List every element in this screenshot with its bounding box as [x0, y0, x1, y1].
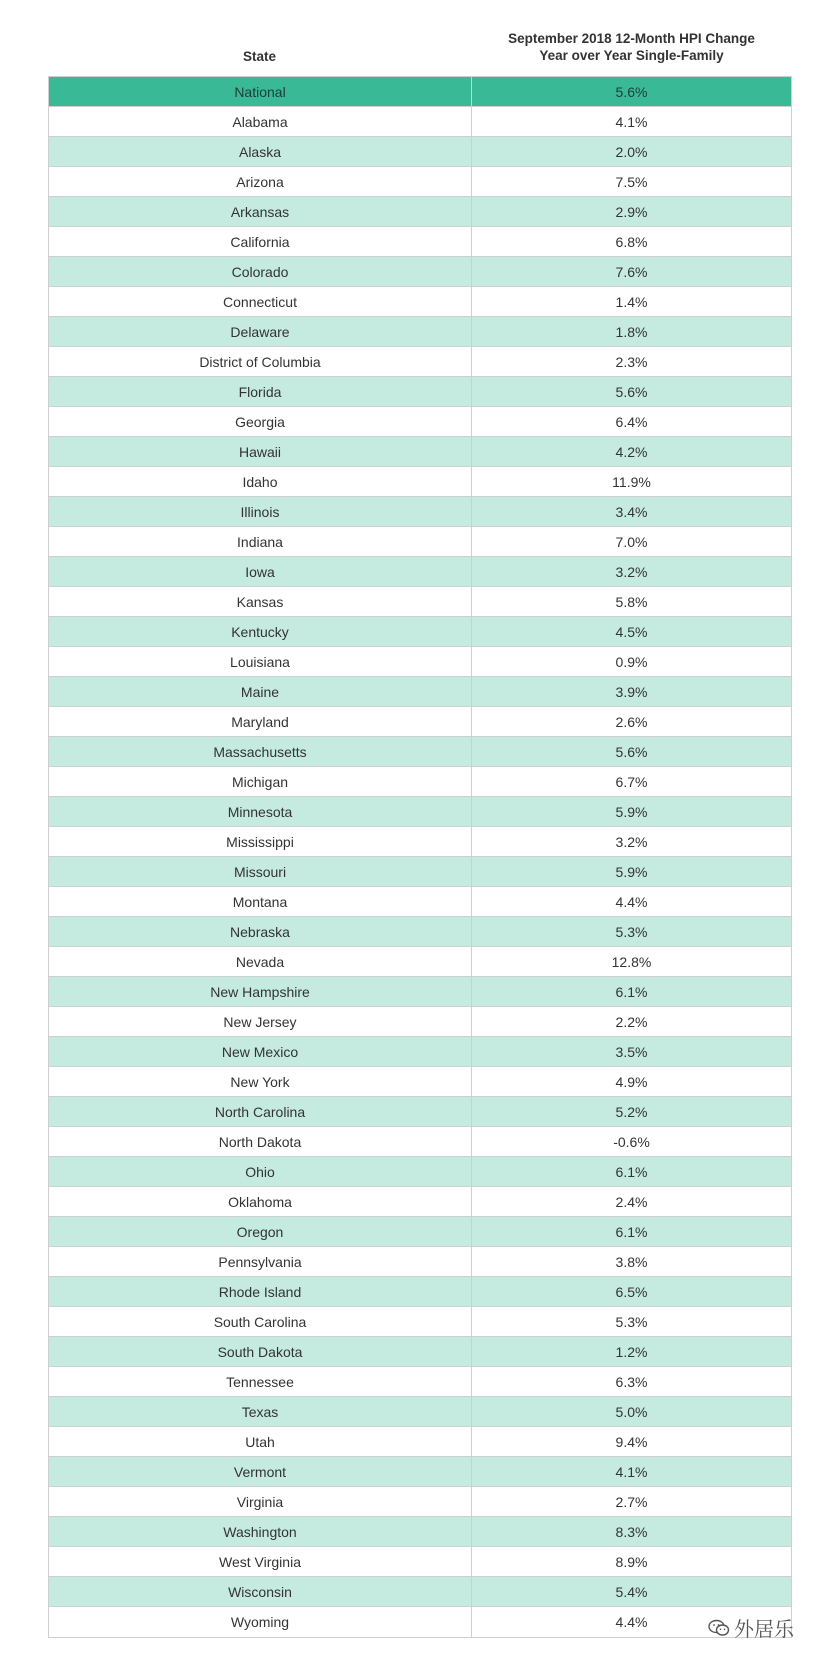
hpi-table	[48, 76, 792, 1638]
table-row	[49, 1067, 791, 1097]
hpi-value-cell: 5.3%	[615, 1313, 648, 1330]
hpi-value-cell: 3.5%	[615, 1043, 648, 1060]
state-cell: California	[49, 227, 472, 256]
state-cell: Pennsylvania	[49, 1247, 472, 1276]
table-row	[49, 1277, 791, 1307]
hpi-value-cell: 4.1%	[615, 113, 648, 130]
column-header-hpi-change-line2: Year over Year Single-Family	[539, 48, 724, 63]
state-cell: Ohio	[49, 1157, 472, 1186]
state-cell: Michigan	[49, 767, 472, 796]
table-row	[49, 1217, 791, 1247]
hpi-value-cell: 6.3%	[615, 1373, 648, 1390]
table-row	[49, 1157, 791, 1187]
table-row	[49, 317, 791, 347]
state-cell: Maryland	[49, 707, 472, 736]
table-row	[49, 1037, 791, 1067]
state-cell: Wyoming	[49, 1607, 472, 1637]
table-row	[49, 1517, 791, 1547]
hpi-value-cell: 4.5%	[615, 623, 648, 640]
state-cell: New Jersey	[49, 1007, 472, 1036]
state-cell: Connecticut	[49, 287, 472, 316]
hpi-value-cell: 3.8%	[615, 1253, 648, 1270]
hpi-value-cell: 2.7%	[615, 1493, 648, 1510]
table-row	[49, 1457, 791, 1487]
state-cell: Indiana	[49, 527, 472, 556]
state-cell: Kansas	[49, 587, 472, 616]
state-cell: Nevada	[49, 947, 472, 976]
state-cell: Mississippi	[49, 827, 472, 856]
hpi-value-cell: 5.2%	[615, 1103, 648, 1120]
hpi-value-cell: 3.4%	[615, 503, 648, 520]
table-row	[49, 1367, 791, 1397]
hpi-value-cell: 5.6%	[615, 743, 648, 760]
table-row	[49, 527, 791, 557]
hpi-value-cell: 2.3%	[615, 353, 648, 370]
table-row	[49, 497, 791, 527]
table-row	[49, 767, 791, 797]
table-row	[49, 1127, 791, 1157]
state-cell: Rhode Island	[49, 1277, 472, 1306]
hpi-value-cell: 5.6%	[615, 83, 648, 100]
table-row	[49, 287, 791, 317]
hpi-value-cell: 4.4%	[615, 893, 648, 910]
state-cell: Virginia	[49, 1487, 472, 1516]
table-row	[49, 557, 791, 587]
hpi-value-cell: 6.7%	[615, 773, 648, 790]
hpi-value-cell: 3.2%	[615, 563, 648, 580]
hpi-value-cell: 5.3%	[615, 923, 648, 940]
hpi-value-cell: 5.6%	[615, 383, 648, 400]
state-cell: Massachusetts	[49, 737, 472, 766]
hpi-value-cell: 5.9%	[615, 803, 648, 820]
state-cell: Georgia	[49, 407, 472, 436]
hpi-value-cell: 1.8%	[615, 323, 648, 340]
table-row	[49, 257, 791, 287]
hpi-value-cell: 4.2%	[615, 443, 648, 460]
state-cell: New Mexico	[49, 1037, 472, 1066]
state-cell: Nebraska	[49, 917, 472, 946]
state-cell: Wisconsin	[49, 1577, 472, 1606]
watermark-text: 外居乐	[734, 1619, 794, 1641]
hpi-value-cell: 2.2%	[615, 1013, 648, 1030]
table-row	[49, 137, 791, 167]
hpi-value-cell: 2.9%	[615, 203, 648, 220]
hpi-value-cell: 5.8%	[615, 593, 648, 610]
hpi-value-cell: 6.1%	[615, 1163, 648, 1180]
table-row	[49, 1397, 791, 1427]
state-cell: Arkansas	[49, 197, 472, 226]
state-cell: New Hampshire	[49, 977, 472, 1006]
state-cell: Alabama	[49, 107, 472, 136]
table-row	[49, 797, 791, 827]
table-row	[49, 1007, 791, 1037]
state-cell: Oklahoma	[49, 1187, 472, 1216]
table-row	[49, 1187, 791, 1217]
table-row	[49, 1607, 791, 1637]
hpi-value-cell: 2.6%	[615, 713, 648, 730]
table-row	[49, 677, 791, 707]
state-cell: South Carolina	[49, 1307, 472, 1336]
state-cell: Florida	[49, 377, 472, 406]
hpi-value-cell: 1.4%	[615, 293, 648, 310]
column-header-hpi-change-line1: September 2018 12-Month HPI Change	[508, 31, 755, 46]
state-cell: Hawaii	[49, 437, 472, 466]
table-row	[49, 1487, 791, 1517]
table-row	[49, 437, 791, 467]
hpi-value-cell: -0.6%	[613, 1133, 650, 1150]
state-cell: Texas	[49, 1397, 472, 1426]
hpi-value-cell: 5.0%	[615, 1403, 648, 1420]
hpi-value-cell: 6.1%	[615, 983, 648, 1000]
table-row	[49, 977, 791, 1007]
watermark	[708, 1613, 794, 1642]
table-row	[49, 407, 791, 437]
hpi-value-cell: 4.1%	[615, 1463, 648, 1480]
hpi-value-cell: 1.2%	[615, 1343, 648, 1360]
state-cell: Utah	[49, 1427, 472, 1456]
table-row	[49, 107, 791, 137]
national-row	[49, 77, 791, 107]
hpi-value-cell: 2.0%	[615, 143, 648, 160]
hpi-value-cell: 8.3%	[615, 1523, 648, 1540]
state-cell: Kentucky	[49, 617, 472, 646]
hpi-value-cell: 3.9%	[615, 683, 648, 700]
table-row	[49, 197, 791, 227]
table-row	[49, 1577, 791, 1607]
hpi-value-cell: 2.4%	[615, 1193, 648, 1210]
table-row	[49, 617, 791, 647]
state-cell: Maine	[49, 677, 472, 706]
table-row	[49, 707, 791, 737]
hpi-value-cell: 12.8%	[611, 953, 652, 970]
state-cell: Washington	[49, 1517, 472, 1546]
hpi-value-cell: 4.9%	[615, 1073, 648, 1090]
state-cell: Missouri	[49, 857, 472, 886]
state-cell: District of Columbia	[49, 347, 472, 376]
column-header-hpi-change	[471, 30, 792, 64]
state-cell: Alaska	[49, 137, 472, 166]
hpi-value-cell: 6.8%	[615, 233, 648, 250]
table-row	[49, 587, 791, 617]
table-row	[49, 1307, 791, 1337]
hpi-value-cell: 6.1%	[615, 1223, 648, 1240]
table-row	[49, 887, 791, 917]
table-row	[49, 167, 791, 197]
state-cell: National	[49, 77, 472, 106]
hpi-value-cell: 11.9%	[612, 473, 651, 490]
column-header-state: State	[242, 49, 276, 64]
state-cell: Illinois	[49, 497, 472, 526]
table-row	[49, 1247, 791, 1277]
hpi-value-cell: 5.9%	[615, 863, 648, 880]
table-row	[49, 647, 791, 677]
hpi-value-cell: 7.5%	[615, 173, 648, 190]
table-row	[49, 1547, 791, 1577]
state-cell: Montana	[49, 887, 472, 916]
table-row	[49, 737, 791, 767]
state-cell: West Virginia	[49, 1547, 472, 1576]
hpi-value-cell: 7.0%	[615, 533, 648, 550]
hpi-value-cell: 0.9%	[615, 653, 648, 670]
state-cell: Tennessee	[49, 1367, 472, 1396]
table-row	[49, 827, 791, 857]
hpi-value-cell: 9.4%	[615, 1433, 648, 1450]
state-cell: South Dakota	[49, 1337, 472, 1366]
table-row	[49, 467, 791, 497]
table-row	[49, 1337, 791, 1367]
table-row	[49, 1427, 791, 1457]
table-row	[49, 227, 791, 257]
hpi-value-cell: 6.5%	[615, 1283, 648, 1300]
wechat-icon	[708, 1619, 730, 1637]
table-row	[49, 947, 791, 977]
table-row	[49, 917, 791, 947]
state-cell: Colorado	[49, 257, 472, 286]
state-cell: Vermont	[49, 1457, 472, 1486]
table-row	[49, 1097, 791, 1127]
hpi-value-cell: 6.4%	[615, 413, 648, 430]
state-cell: Delaware	[49, 317, 472, 346]
hpi-value-cell: 7.6%	[615, 263, 648, 280]
state-cell: Oregon	[49, 1217, 472, 1246]
state-cell: Iowa	[49, 557, 472, 586]
table-row	[49, 347, 791, 377]
table-row	[49, 857, 791, 887]
state-cell: Arizona	[49, 167, 472, 196]
state-cell: Louisiana	[49, 647, 472, 676]
state-cell: Minnesota	[49, 797, 472, 826]
hpi-value-cell: 3.2%	[615, 833, 648, 850]
hpi-value-cell: 4.4%	[615, 1614, 648, 1630]
table-row	[49, 377, 791, 407]
state-cell: New York	[49, 1067, 472, 1096]
table-header	[48, 26, 792, 76]
hpi-value-cell: 5.4%	[615, 1583, 648, 1600]
state-cell: North Carolina	[49, 1097, 472, 1126]
state-cell: Idaho	[49, 467, 472, 496]
hpi-value-cell: 8.9%	[615, 1553, 648, 1570]
state-cell: North Dakota	[49, 1127, 472, 1156]
